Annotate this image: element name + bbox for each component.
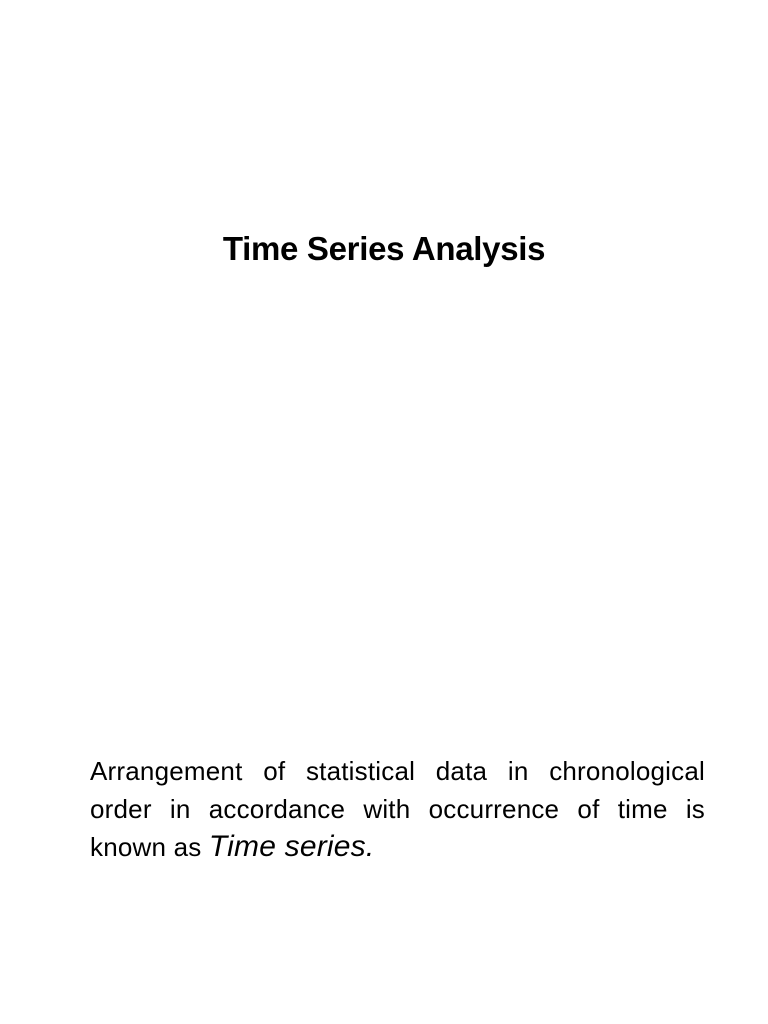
slide-title: Time Series Analysis [222, 230, 546, 267]
definition-term: Time series. [208, 830, 375, 863]
definition-text: Arrangement of statistical data in chronological order in accordance with occurrence of time is known as [90, 756, 705, 862]
definition-paragraph [90, 752, 705, 866]
